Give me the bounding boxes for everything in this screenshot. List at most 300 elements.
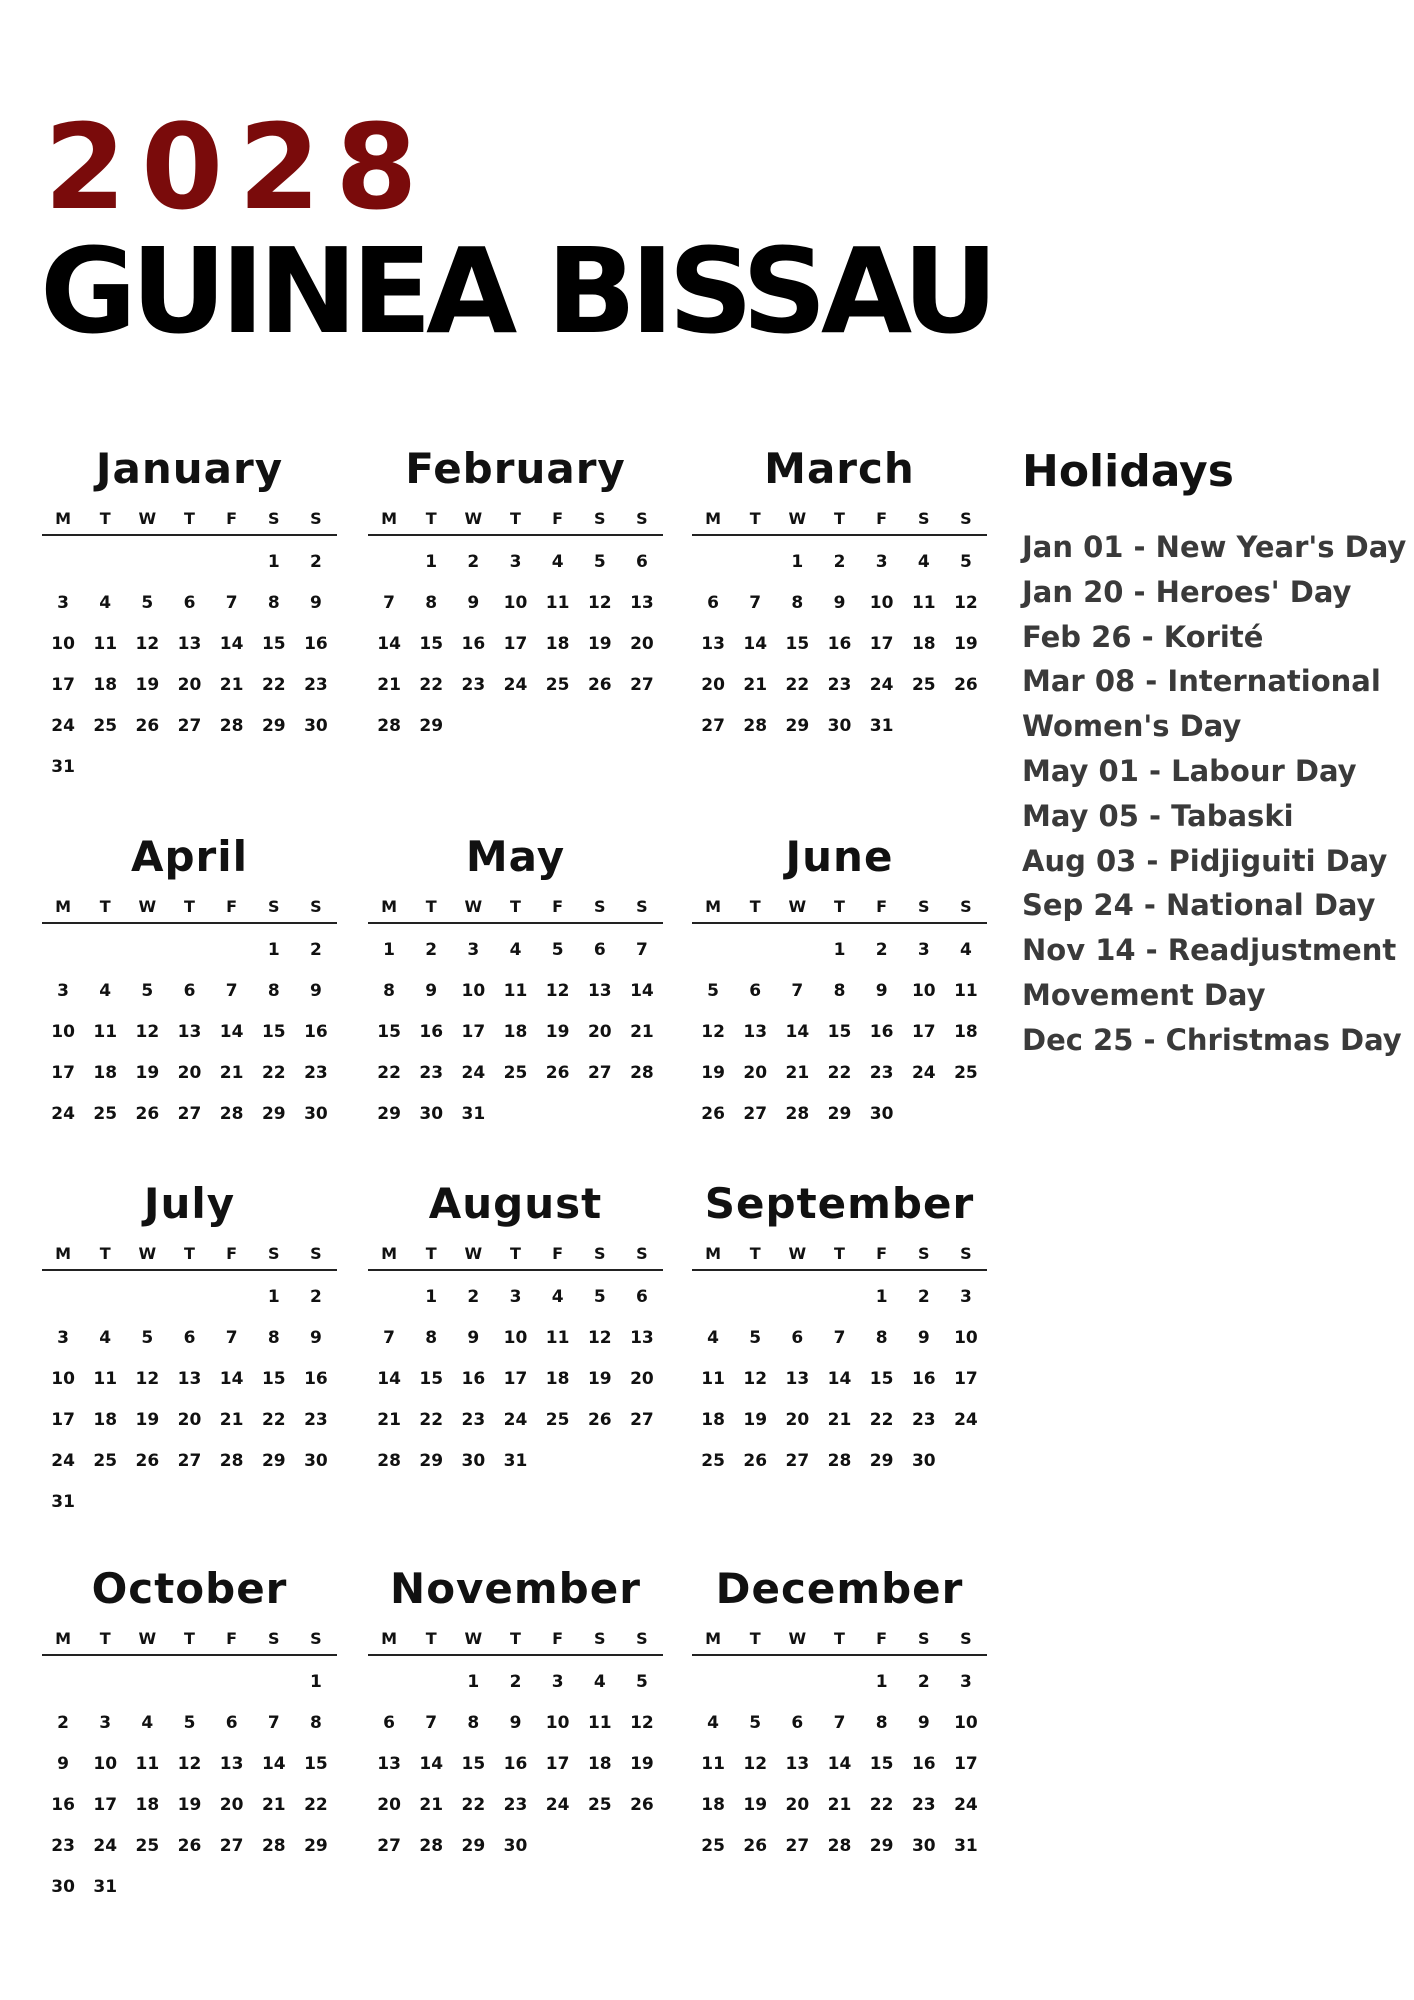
day-cell: 30 xyxy=(827,716,852,736)
day-cell: 2 xyxy=(467,1287,480,1307)
day-cell: 30 xyxy=(461,1451,486,1471)
day-cell xyxy=(253,1482,295,1523)
weekday-header: T xyxy=(184,1629,195,1648)
day-cell: 25 xyxy=(911,675,936,695)
weekday-header: S xyxy=(960,1244,972,1263)
day-cell: 12 xyxy=(630,1713,654,1733)
day-cell xyxy=(818,1662,860,1703)
weekday-header: T xyxy=(510,1244,521,1263)
day-cell: 21 xyxy=(377,1410,401,1430)
day-cell xyxy=(211,1867,253,1908)
day-cell xyxy=(494,1094,536,1135)
month-name: May xyxy=(465,832,566,881)
weekday-header: F xyxy=(876,1629,888,1648)
day-cell: 29 xyxy=(261,1451,286,1471)
day-cell: 16 xyxy=(304,1022,328,1042)
day-cell: 31 xyxy=(51,1492,75,1512)
day-cell: 9 xyxy=(467,593,480,613)
day-cell: 28 xyxy=(827,1451,852,1471)
weekday-header: M xyxy=(381,1629,398,1648)
day-cell: 13 xyxy=(177,634,202,654)
weekday-header: M xyxy=(381,1244,398,1263)
day-cell: 31 xyxy=(869,716,894,736)
day-cell: 10 xyxy=(503,1328,528,1348)
day-cell: 17 xyxy=(93,1795,118,1815)
day-cell: 3 xyxy=(57,593,69,613)
week-row xyxy=(368,1277,663,1318)
day-cell: 8 xyxy=(267,981,280,1001)
day-cell: 14 xyxy=(419,1754,444,1774)
holiday-item: May 01 - Labour Day xyxy=(1022,753,1357,788)
day-cell: 1 xyxy=(467,1672,480,1692)
day-cell: 2 xyxy=(425,940,438,960)
day-cell: 28 xyxy=(743,716,768,736)
day-cell: 18 xyxy=(135,1795,160,1815)
week-row xyxy=(692,1662,987,1703)
week-row xyxy=(42,1053,337,1094)
day-cell: 5 xyxy=(593,552,606,572)
weekday-header: S xyxy=(310,509,322,528)
day-cell xyxy=(168,1867,210,1908)
day-cell: 12 xyxy=(743,1369,768,1389)
day-cell: 29 xyxy=(377,1104,401,1124)
day-cell: 10 xyxy=(503,593,528,613)
day-cell: 26 xyxy=(587,675,612,695)
week-row xyxy=(42,1662,337,1703)
week-row xyxy=(692,930,987,971)
day-cell: 5 xyxy=(959,552,972,572)
week-row xyxy=(368,542,663,583)
day-cell: 24 xyxy=(503,1410,528,1430)
day-cell xyxy=(84,747,126,788)
week-row xyxy=(42,1277,337,1318)
day-cell: 25 xyxy=(93,1451,118,1471)
weekday-header: W xyxy=(138,509,157,528)
weekday-header: T xyxy=(99,1629,111,1648)
day-cell: 2 xyxy=(309,1287,322,1307)
day-cell: 29 xyxy=(869,1836,894,1856)
day-cell: 19 xyxy=(587,634,612,654)
day-cell: 15 xyxy=(869,1754,894,1774)
week-row xyxy=(42,747,337,788)
day-cell: 20 xyxy=(701,675,725,695)
day-cell: 20 xyxy=(177,1063,202,1083)
day-cell: 29 xyxy=(304,1836,328,1856)
day-cell: 11 xyxy=(135,1754,160,1774)
week-row xyxy=(368,1441,663,1482)
day-cell: 1 xyxy=(875,1672,888,1692)
weekday-header: F xyxy=(876,509,888,528)
day-cell: 16 xyxy=(503,1754,528,1774)
day-cell: 4 xyxy=(141,1713,154,1733)
day-cell: 11 xyxy=(503,981,528,1001)
day-cell: 16 xyxy=(827,634,852,654)
weekday-header: S xyxy=(918,1244,930,1263)
day-cell: 9 xyxy=(875,981,888,1001)
day-cell: 11 xyxy=(701,1369,725,1389)
day-cell: 3 xyxy=(959,1287,972,1307)
weekday-header: T xyxy=(99,897,111,916)
day-cell xyxy=(776,1277,818,1318)
day-cell xyxy=(692,930,734,971)
day-cell: 30 xyxy=(304,716,328,736)
day-cell: 6 xyxy=(749,981,762,1001)
day-cell: 10 xyxy=(51,634,75,654)
weekday-header: T xyxy=(425,1244,437,1263)
day-cell: 31 xyxy=(461,1104,486,1124)
day-cell: 29 xyxy=(261,716,286,736)
day-cell: 20 xyxy=(219,1795,244,1815)
week-row xyxy=(692,1826,987,1867)
day-cell: 8 xyxy=(875,1713,888,1733)
weekday-header: T xyxy=(834,1629,845,1648)
day-cell: 16 xyxy=(911,1369,936,1389)
day-cell: 13 xyxy=(785,1369,810,1389)
day-cell: 8 xyxy=(791,593,804,613)
day-cell xyxy=(410,1662,452,1703)
day-cell: 27 xyxy=(177,1451,202,1471)
day-cell: 9 xyxy=(917,1713,930,1733)
day-cell xyxy=(776,1662,818,1703)
day-cell: 17 xyxy=(954,1754,978,1774)
day-cell: 18 xyxy=(93,675,118,695)
day-cell: 20 xyxy=(177,1410,202,1430)
day-cell: 28 xyxy=(377,1451,401,1471)
week-row xyxy=(692,665,987,706)
day-cell: 11 xyxy=(93,1369,118,1389)
day-cell xyxy=(84,930,126,971)
week-row xyxy=(692,1785,987,1826)
day-cell: 19 xyxy=(743,1795,768,1815)
weekday-header: S xyxy=(310,1244,322,1263)
day-cell: 27 xyxy=(743,1104,768,1124)
day-cell xyxy=(621,1441,663,1482)
day-cell: 9 xyxy=(309,593,322,613)
day-cell: 11 xyxy=(93,1022,118,1042)
day-cell: 8 xyxy=(309,1713,322,1733)
day-cell xyxy=(253,1662,295,1703)
weekday-header: F xyxy=(552,1244,564,1263)
day-cell: 16 xyxy=(461,634,486,654)
day-cell: 27 xyxy=(219,1836,244,1856)
holiday-item: Dec 25 - Christmas Day xyxy=(1022,1022,1402,1057)
day-cell: 14 xyxy=(630,981,654,1001)
day-cell: 16 xyxy=(304,634,328,654)
weekday-header: S xyxy=(960,1629,972,1648)
day-cell: 19 xyxy=(177,1795,202,1815)
day-cell xyxy=(168,1277,210,1318)
day-cell: 7 xyxy=(267,1713,280,1733)
day-cell xyxy=(776,930,818,971)
day-cell: 28 xyxy=(419,1836,444,1856)
day-cell: 22 xyxy=(261,675,286,695)
week-row xyxy=(42,1318,337,1359)
day-cell: 10 xyxy=(545,1713,570,1733)
day-cell: 20 xyxy=(630,1369,654,1389)
day-cell: 31 xyxy=(503,1451,528,1471)
day-cell xyxy=(295,1482,337,1523)
week-row xyxy=(42,624,337,665)
day-cell: 14 xyxy=(743,634,768,654)
day-cell xyxy=(84,1662,126,1703)
day-cell xyxy=(494,706,536,747)
day-cell: 4 xyxy=(99,593,112,613)
month-name: August xyxy=(428,1179,603,1228)
weekday-header: T xyxy=(425,509,437,528)
day-cell: 21 xyxy=(827,1795,852,1815)
week-row xyxy=(368,971,663,1012)
day-cell xyxy=(84,1277,126,1318)
day-cell: 28 xyxy=(219,1104,244,1124)
weekday-header: F xyxy=(552,509,564,528)
day-cell xyxy=(945,1094,987,1135)
day-cell: 10 xyxy=(93,1754,118,1774)
day-cell: 24 xyxy=(461,1063,486,1083)
day-cell: 15 xyxy=(827,1022,852,1042)
weekday-header: S xyxy=(268,509,280,528)
day-cell: 21 xyxy=(827,1410,852,1430)
day-cell: 12 xyxy=(743,1754,768,1774)
weekday-header: M xyxy=(55,1629,72,1648)
holiday-item: Aug 03 - Pidjiguiti Day xyxy=(1022,843,1388,878)
weekday-header: W xyxy=(138,1629,157,1648)
day-cell: 6 xyxy=(383,1713,395,1733)
weekday-header: S xyxy=(960,897,972,916)
day-cell: 23 xyxy=(461,1410,486,1430)
day-cell: 10 xyxy=(911,981,936,1001)
day-cell: 5 xyxy=(749,1328,762,1348)
day-cell: 27 xyxy=(785,1836,810,1856)
day-cell: 20 xyxy=(177,675,202,695)
day-cell: 23 xyxy=(51,1836,75,1856)
day-cell xyxy=(621,706,663,747)
day-cell: 25 xyxy=(587,1795,612,1815)
day-cell: 22 xyxy=(419,675,444,695)
day-cell xyxy=(211,1277,253,1318)
day-cell: 15 xyxy=(461,1754,486,1774)
day-cell: 24 xyxy=(911,1063,936,1083)
day-cell: 15 xyxy=(377,1022,401,1042)
week-row xyxy=(368,930,663,971)
day-cell: 4 xyxy=(551,1287,564,1307)
day-cell: 24 xyxy=(869,675,894,695)
day-cell: 19 xyxy=(701,1063,725,1083)
day-cell: 11 xyxy=(701,1754,725,1774)
day-cell: 25 xyxy=(93,716,118,736)
month-name: April xyxy=(130,832,249,881)
day-cell: 22 xyxy=(377,1063,401,1083)
day-cell: 1 xyxy=(267,552,280,572)
day-cell xyxy=(211,1482,253,1523)
month-name: October xyxy=(91,1564,288,1613)
day-cell xyxy=(168,930,210,971)
weekday-header: T xyxy=(749,1244,761,1263)
day-cell: 31 xyxy=(93,1877,118,1897)
weekday-header: T xyxy=(184,897,195,916)
holiday-item: Jan 01 - New Year's Day xyxy=(1022,530,1407,564)
day-cell: 13 xyxy=(177,1022,202,1042)
week-row xyxy=(368,665,663,706)
weekday-header: S xyxy=(268,897,280,916)
day-cell: 5 xyxy=(141,981,154,1001)
week-row xyxy=(368,706,663,747)
month-name: September xyxy=(704,1179,975,1228)
day-cell: 24 xyxy=(545,1795,570,1815)
day-cell: 26 xyxy=(743,1451,768,1471)
weekday-header-row xyxy=(42,1624,337,1656)
week-row xyxy=(368,624,663,665)
week-row xyxy=(692,542,987,583)
day-cell xyxy=(945,1441,987,1482)
holidays-list xyxy=(1022,525,1407,1063)
day-cell: 6 xyxy=(707,593,719,613)
month-february xyxy=(368,444,663,747)
day-cell: 7 xyxy=(225,981,238,1001)
weekday-header: T xyxy=(834,509,845,528)
day-cell: 16 xyxy=(51,1795,75,1815)
day-cell: 10 xyxy=(51,1022,75,1042)
day-cell xyxy=(211,930,253,971)
day-cell: 28 xyxy=(377,716,401,736)
day-cell: 8 xyxy=(383,981,395,1001)
day-cell: 16 xyxy=(869,1022,894,1042)
weekday-header: T xyxy=(184,509,195,528)
day-cell: 7 xyxy=(635,940,648,960)
day-cell: 3 xyxy=(467,940,480,960)
day-cell: 2 xyxy=(509,1672,522,1692)
day-cell: 21 xyxy=(219,675,244,695)
day-cell: 8 xyxy=(425,593,438,613)
day-cell: 12 xyxy=(135,1022,160,1042)
week-row xyxy=(42,930,337,971)
day-cell: 16 xyxy=(911,1754,936,1774)
day-cell xyxy=(211,1662,253,1703)
day-cell: 24 xyxy=(51,1104,75,1124)
day-cell: 2 xyxy=(57,1713,69,1733)
weekday-header-row xyxy=(692,892,987,924)
day-cell: 27 xyxy=(701,716,725,736)
day-cell: 21 xyxy=(743,675,768,695)
day-cell: 5 xyxy=(141,593,154,613)
week-row xyxy=(42,1482,337,1523)
day-cell: 13 xyxy=(701,634,725,654)
day-cell: 18 xyxy=(587,1754,612,1774)
weekday-header: S xyxy=(594,509,606,528)
day-cell xyxy=(945,706,987,747)
day-cell: 20 xyxy=(377,1795,401,1815)
day-cell xyxy=(452,706,494,747)
weekday-header: F xyxy=(226,897,238,916)
week-row xyxy=(692,1277,987,1318)
day-cell: 13 xyxy=(743,1022,768,1042)
weekday-header: W xyxy=(138,1244,157,1263)
week-row xyxy=(42,542,337,583)
day-cell xyxy=(84,542,126,583)
day-cell xyxy=(537,706,579,747)
day-cell: 16 xyxy=(419,1022,444,1042)
month-october xyxy=(42,1564,337,1908)
day-cell: 18 xyxy=(701,1410,725,1430)
week-row xyxy=(42,1012,337,1053)
holiday-item: May 05 - Tabaski xyxy=(1022,798,1294,833)
holiday-item: Mar 08 - International Women's Day xyxy=(1022,664,1381,744)
day-cell xyxy=(368,1662,410,1703)
weekday-header: S xyxy=(636,509,648,528)
month-july xyxy=(42,1179,337,1523)
week-row xyxy=(692,583,987,624)
day-cell: 17 xyxy=(911,1022,936,1042)
day-cell: 25 xyxy=(503,1063,528,1083)
day-cell: 21 xyxy=(630,1022,654,1042)
day-cell: 19 xyxy=(135,1063,160,1083)
day-cell xyxy=(692,1662,734,1703)
weekday-header: W xyxy=(464,897,483,916)
day-cell: 4 xyxy=(707,1713,719,1733)
day-cell: 9 xyxy=(309,1328,322,1348)
day-cell: 14 xyxy=(261,1754,286,1774)
month-january xyxy=(42,444,337,788)
day-cell: 30 xyxy=(51,1877,75,1897)
day-cell: 13 xyxy=(219,1754,244,1774)
week-row xyxy=(368,583,663,624)
holiday-item: Nov 14 - Readjustment Movement Day xyxy=(1022,933,1397,1012)
day-cell: 19 xyxy=(135,675,160,695)
weekday-header: S xyxy=(594,1629,606,1648)
day-cell: 6 xyxy=(225,1713,238,1733)
day-cell: 7 xyxy=(383,1328,395,1348)
day-cell: 2 xyxy=(467,552,480,572)
day-cell: 18 xyxy=(93,1063,118,1083)
day-cell: 27 xyxy=(377,1836,401,1856)
day-cell xyxy=(126,930,168,971)
day-cell: 23 xyxy=(419,1063,444,1083)
day-cell: 4 xyxy=(99,981,112,1001)
weekday-header: T xyxy=(749,509,761,528)
day-cell xyxy=(621,1826,663,1867)
week-row xyxy=(42,1094,337,1135)
day-cell: 12 xyxy=(587,1328,612,1348)
day-cell: 25 xyxy=(954,1063,978,1083)
month-name: July xyxy=(143,1179,236,1228)
day-cell: 18 xyxy=(545,634,570,654)
day-cell: 30 xyxy=(304,1104,328,1124)
day-cell: 31 xyxy=(51,757,75,777)
holiday-item: Jan 20 - Heroes' Day xyxy=(1022,574,1352,609)
weekday-header: T xyxy=(99,1244,111,1263)
day-cell xyxy=(126,542,168,583)
day-cell: 26 xyxy=(135,716,160,736)
day-cell: 6 xyxy=(635,552,648,572)
weekday-header: W xyxy=(464,1629,483,1648)
day-cell: 16 xyxy=(461,1369,486,1389)
day-cell: 22 xyxy=(827,1063,852,1083)
day-cell: 22 xyxy=(261,1063,286,1083)
weekday-header-row xyxy=(368,892,663,924)
month-september xyxy=(692,1179,987,1482)
weekday-header: S xyxy=(268,1629,280,1648)
day-cell: 21 xyxy=(261,1795,286,1815)
day-cell: 7 xyxy=(225,593,238,613)
day-cell: 19 xyxy=(545,1022,570,1042)
day-cell: 2 xyxy=(833,552,846,572)
day-cell: 12 xyxy=(135,1369,160,1389)
day-cell: 15 xyxy=(261,1022,286,1042)
weekday-header: T xyxy=(510,509,521,528)
day-cell: 11 xyxy=(545,1328,570,1348)
week-row xyxy=(42,1703,337,1744)
weekday-header: S xyxy=(636,1629,648,1648)
day-cell: 10 xyxy=(954,1713,978,1733)
